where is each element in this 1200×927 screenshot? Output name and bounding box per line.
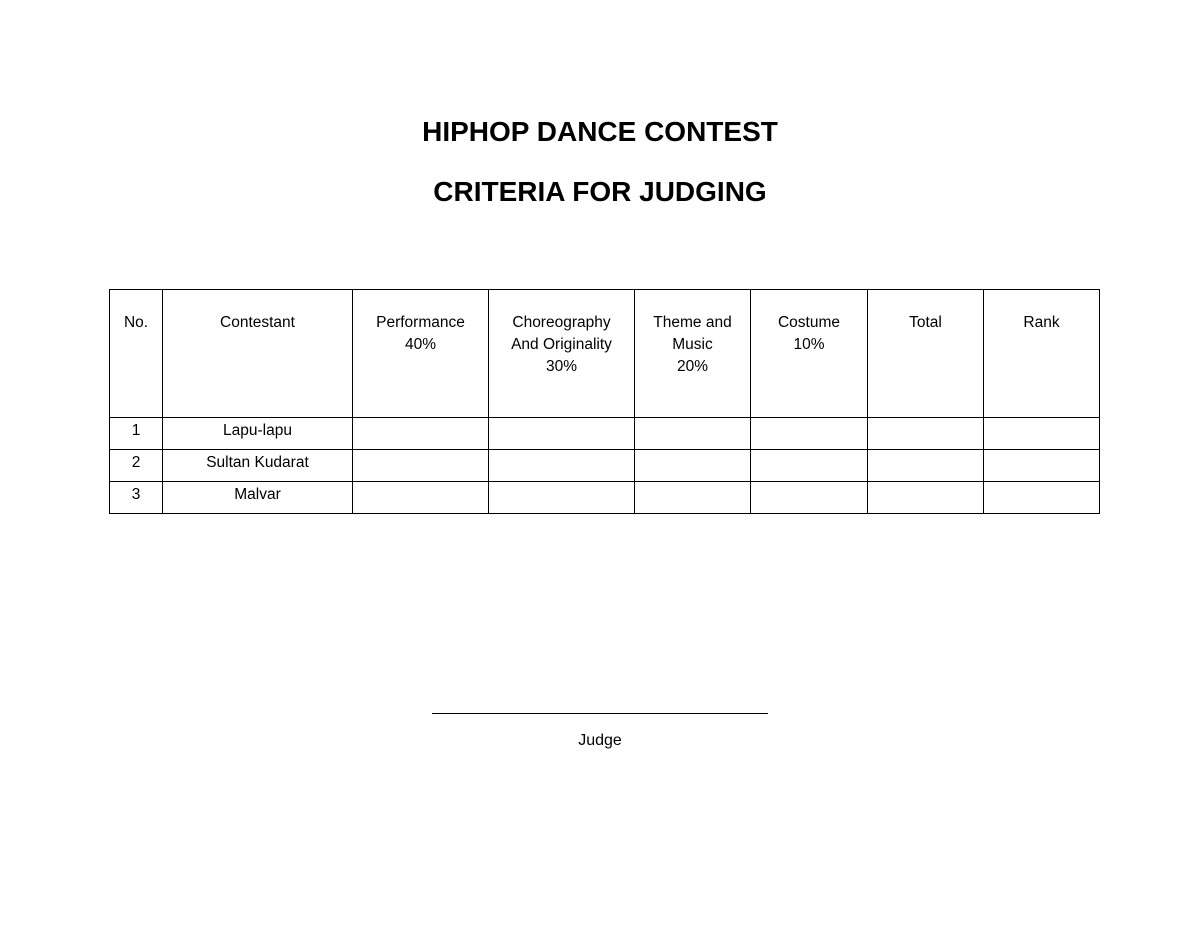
cell-contestant: Malvar xyxy=(163,482,353,514)
document-title: HIPHOP DANCE CONTEST xyxy=(422,116,778,147)
cell-choreography[interactable] xyxy=(489,450,635,482)
cell-performance[interactable] xyxy=(353,418,489,450)
cell-no: 1 xyxy=(110,418,163,450)
header-performance-label: Performance xyxy=(376,314,465,331)
cell-costume[interactable] xyxy=(751,418,868,450)
header-costume-weight: 10% xyxy=(793,336,825,353)
header-rank xyxy=(984,290,1100,418)
table-header-row xyxy=(110,290,1100,418)
table-row xyxy=(110,450,1100,482)
cell-theme[interactable] xyxy=(635,418,751,450)
cell-costume[interactable] xyxy=(751,482,868,514)
header-choreography-label: Choreography xyxy=(512,314,611,331)
cell-choreography[interactable] xyxy=(489,418,635,450)
table-row xyxy=(110,418,1100,450)
header-theme-weight: 20% xyxy=(676,358,709,375)
cell-total[interactable] xyxy=(868,482,984,514)
cell-no: 3 xyxy=(110,482,163,514)
header-contestant-label: Contestant xyxy=(220,314,295,331)
cell-performance[interactable] xyxy=(353,482,489,514)
header-choreography-weight: 30% xyxy=(545,358,578,375)
header-choreography-label-2: And Originality xyxy=(511,336,612,353)
header-total-label: Total xyxy=(909,314,942,331)
cell-total[interactable] xyxy=(868,450,984,482)
header-performance xyxy=(353,290,489,418)
header-costume xyxy=(751,290,868,418)
cell-contestant: Sultan Kudarat xyxy=(163,450,353,482)
cell-no: 2 xyxy=(110,450,163,482)
header-rank-label: Rank xyxy=(1023,314,1060,331)
header-no xyxy=(110,290,163,418)
cell-rank[interactable] xyxy=(984,450,1100,482)
table-row xyxy=(110,482,1100,514)
cell-total[interactable] xyxy=(868,418,984,450)
cell-theme[interactable] xyxy=(635,450,751,482)
header-total xyxy=(868,290,984,418)
cell-rank[interactable] xyxy=(984,418,1100,450)
header-costume-label: Costume xyxy=(777,314,841,331)
header-choreography xyxy=(489,290,635,418)
cell-choreography[interactable] xyxy=(489,482,635,514)
signature-line[interactable] xyxy=(432,701,768,714)
cell-rank[interactable] xyxy=(984,482,1100,514)
header-theme-label: Theme and xyxy=(653,314,732,331)
cell-theme[interactable] xyxy=(635,482,751,514)
header-performance-weight: 40% xyxy=(404,336,437,353)
cell-costume[interactable] xyxy=(751,450,868,482)
judge-label: Judge xyxy=(578,732,622,749)
document-subtitle: CRITERIA FOR JUDGING xyxy=(433,176,767,207)
header-no-label: No. xyxy=(123,314,149,331)
cell-performance[interactable] xyxy=(353,450,489,482)
judging-criteria-table xyxy=(109,289,1100,514)
header-contestant xyxy=(163,290,353,418)
header-theme-music xyxy=(635,290,751,418)
header-theme-label-2: Music xyxy=(672,336,713,353)
cell-contestant: Lapu-lapu xyxy=(163,418,353,450)
